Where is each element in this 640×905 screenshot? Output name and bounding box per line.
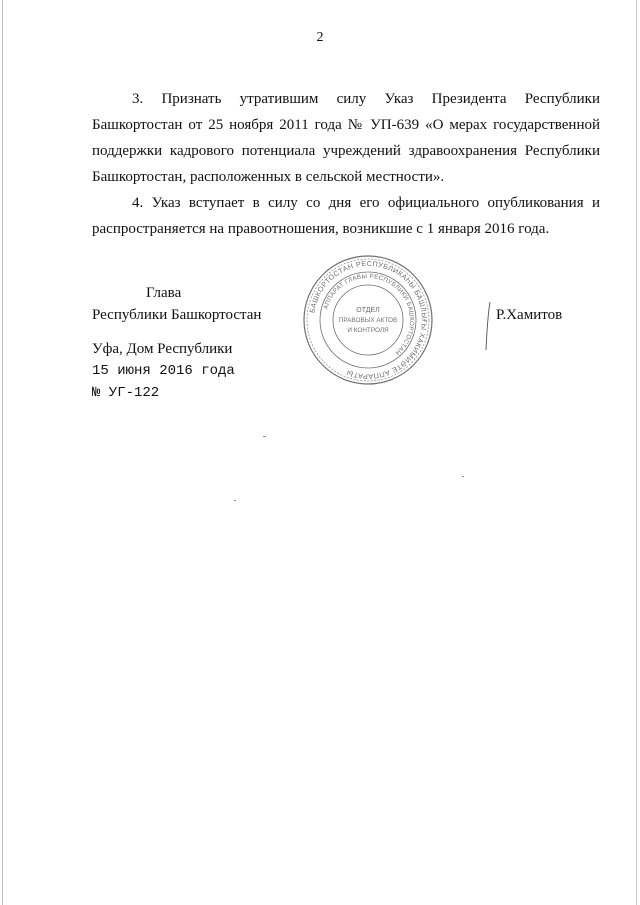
signature-title	[92, 282, 261, 326]
handwritten-signature	[484, 300, 494, 352]
scan-speck	[462, 476, 464, 477]
paragraph-4-text: 4. Указ вступает в силу со дня его официального опубликования и распространяется на правоотношения, возникшие с 1 января 2016 года.	[92, 195, 600, 237]
paragraph-4	[92, 190, 600, 242]
scan-edge-left	[2, 0, 3, 905]
scan-speck	[263, 436, 266, 437]
seal-center-line1: ОТДЕЛ	[356, 307, 380, 314]
seal-inner-text: АППАРАТ ГЛАВЫ РЕСПУБЛИКИ БАШКОРТОСТАН	[322, 272, 416, 357]
official-seal	[300, 252, 436, 388]
scan-speck	[234, 500, 236, 501]
issue-place: Уфа, Дом Республики	[92, 341, 233, 357]
paragraph-3-text: 3. Признать утратившим силу Указ Президента Республики Башкортостан от 25 ноября 2011 года № УП-639 «О мерах государственной поддержки кадрового потенциала учреждений здравоохранения Республики Башкортостан, расположенных в сельской местности».	[92, 91, 600, 185]
signature-title-line2: Республики Башкортостан	[92, 307, 262, 323]
paragraph-3	[92, 86, 600, 190]
signer-name: Р.Хамитов	[496, 307, 563, 323]
issue-date: 15 июня 2016 года	[92, 363, 235, 379]
scan-edge-right	[636, 0, 637, 905]
issue-block	[92, 338, 235, 404]
signature-title-line1: Глава	[146, 285, 182, 301]
seal-outer-text: БАШКОРТОСТАН РЕСПУБЛИКАҺЫ БАШЛЫҒЫ ХАКИМИӘТЕ АППАРАТЫ	[307, 258, 430, 382]
issue-number: № УГ-122	[92, 385, 160, 401]
seal-center-line2: ПРАВОВЫХ АКТОВ	[338, 317, 398, 324]
seal-center-line3: И КОНТРОЛЯ	[347, 327, 389, 334]
page-number: 2	[316, 30, 324, 45]
